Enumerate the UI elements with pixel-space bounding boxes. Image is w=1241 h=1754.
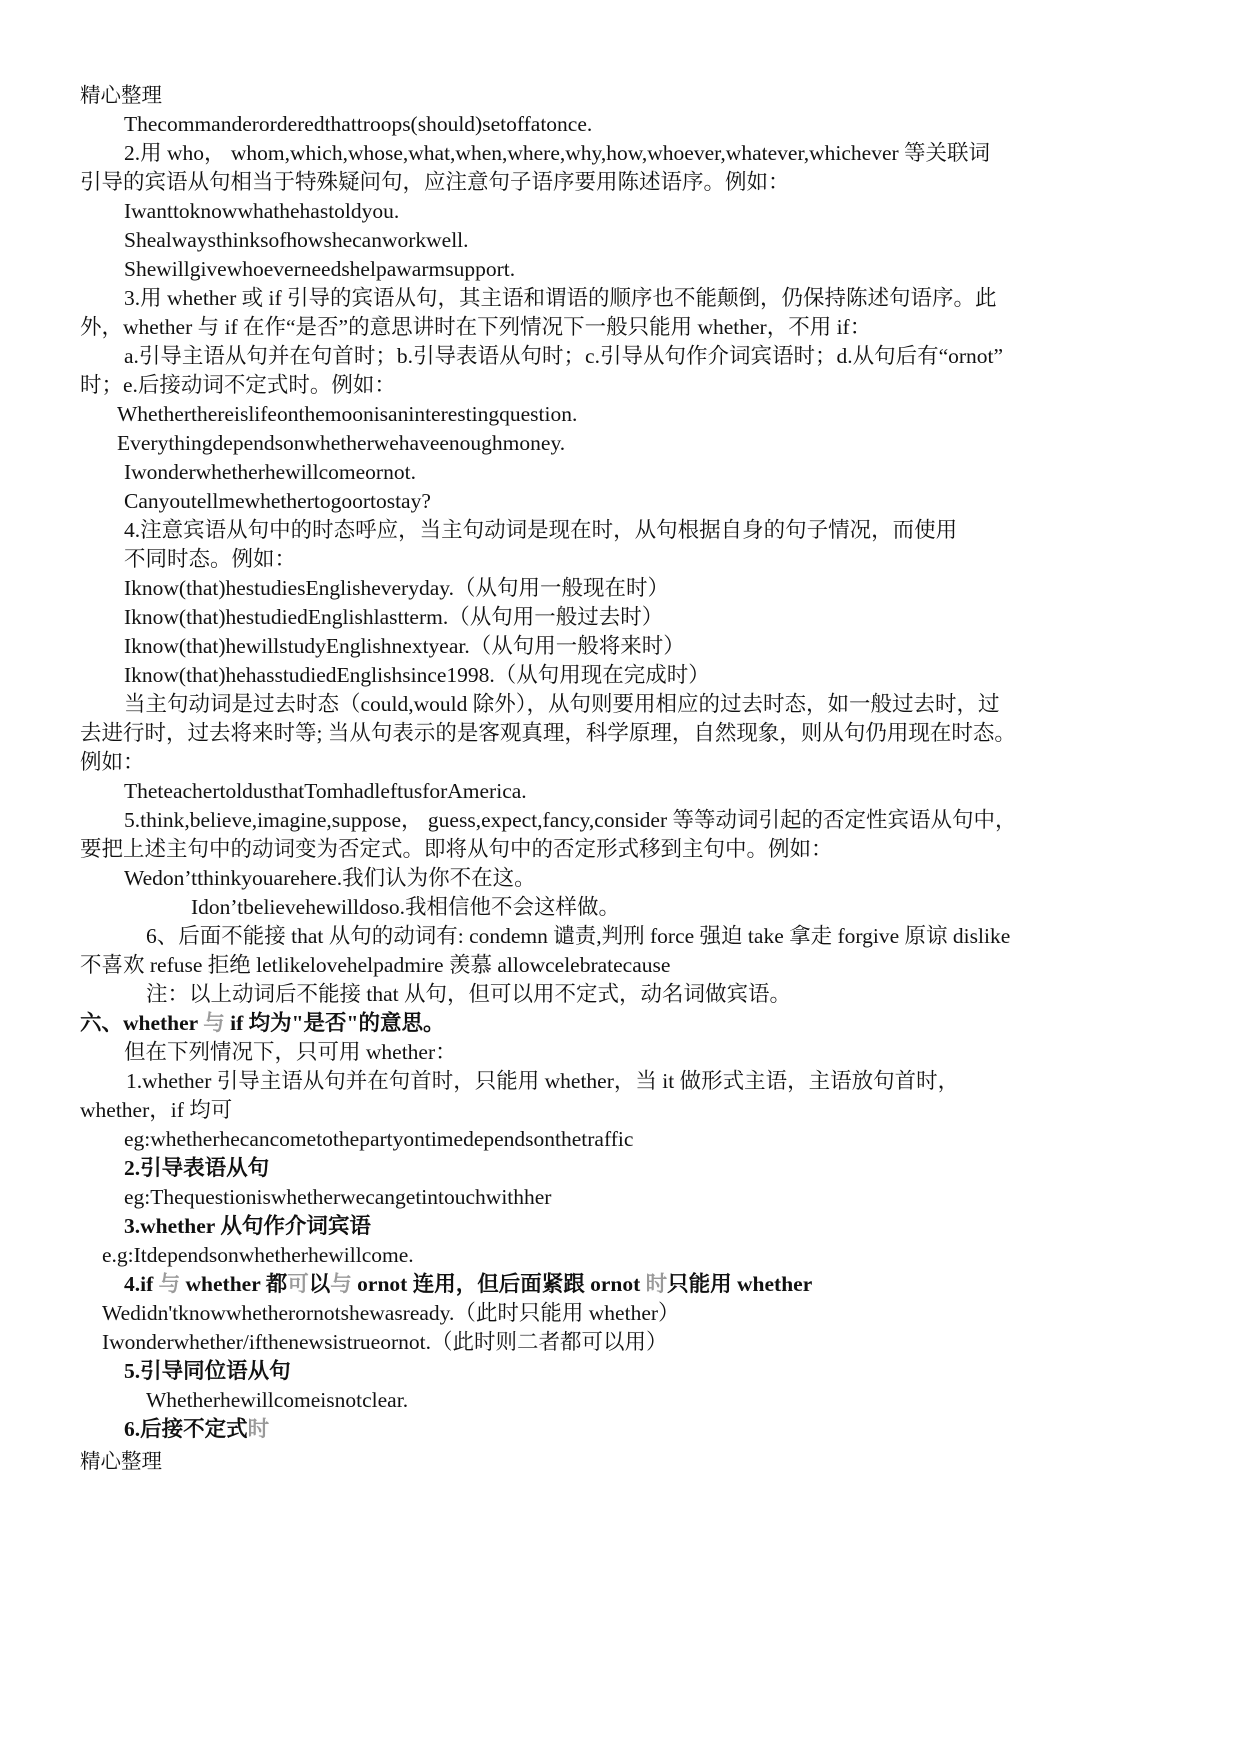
text-line: Shealwaysthinksofhowshecanworkwell.	[124, 228, 469, 252]
heading-part: if 均为"是否"的意思。	[224, 1011, 445, 1035]
text-line: 引导的宾语从句相当于特殊疑问句，应注意句子语序要用陈述语序。例如：	[80, 170, 790, 194]
text-line: Canyoutellmewhethertogoortostay?	[124, 489, 431, 513]
text-line: Wedidn'tknowwhetherornotshewasready.（此时只能用 whether）	[102, 1301, 680, 1325]
text-line: Iknow(that)hestudiesEnglisheveryday.（从句用一般现在时）	[124, 576, 669, 600]
text-line: Iwonderwhether/ifthenewsistrueornot.（此时则二者都可以用）	[102, 1330, 668, 1354]
text-line: Whetherhewillcomeisnotclear.	[146, 1388, 409, 1412]
text-line: Iknow(that)hestudiedEnglishlastterm.（从句用一般过去时）	[124, 605, 664, 629]
text-line: 不同时态。例如：	[124, 547, 297, 571]
subheading-part: 与	[158, 1272, 181, 1296]
text-line: Thecommanderorderedthattroops(should)setoffatonce.	[124, 112, 593, 136]
text-line: 3.用 whether 或 if 引导的宾语从句，其主语和谓语的顺序也不能颠倒，仍保持陈述句语序。此	[124, 286, 997, 310]
subheading-part: 与	[330, 1272, 352, 1296]
page-footer: 精心整理	[80, 1449, 162, 1473]
heading-part: 与	[203, 1011, 225, 1035]
text-line: eg:whetherhecancometothepartyontimedependsonthetraffic	[124, 1127, 634, 1151]
text-line: 当主句动词是过去时态（could,would 除外），从句则要用相应的过去时态，如一般过去时，过	[124, 692, 1000, 716]
text-line: 1.whether 引导主语从句并在句首时，只能用 whether，当 it 做形式主语，主语放句首时，	[126, 1069, 960, 1093]
text-line: Everythingdependsonwhetherwehaveenoughmoney.	[117, 431, 566, 455]
text-line: 2.用 who， whom,which,whose,what,when,where,why,how,whoever,whatever,whichever 等关联词	[124, 141, 991, 165]
subheading	[124, 1414, 269, 1444]
page-header: 精心整理	[80, 83, 162, 107]
text-line: 去进行时，过去将来时等; 当从句表示的是客观真理，科学原理，自然现象，则从句仍用现在时态。	[80, 721, 1016, 745]
text-line: Iwonderwhetherhewillcomeornot.	[124, 460, 416, 484]
text-line: whether，if 均可	[80, 1098, 233, 1122]
text-line: 要把上述主句中的动词变为否定式。即将从句中的否定形式移到主句中。例如：	[80, 837, 833, 861]
text-line: a.引导主语从句并在句首时；b.引导表语从句时；c.引导从句作介词宾语时；d.从句后有“ornot”	[124, 344, 1004, 368]
subheading-part: 6.后接不定式	[124, 1417, 248, 1441]
text-line: Iknow(that)hehasstudiedEnglishsince1998.（从句用现在完成时）	[124, 663, 710, 687]
subheading	[124, 1269, 812, 1299]
text-line: Idon’tbelievehewilldoso.我相信他不会这样做。	[191, 895, 620, 919]
text-line: Shewillgivewhoeverneedshelpawarmsupport.	[124, 257, 516, 281]
text-line: Iknow(that)hewillstudyEnglishnextyear.（从句用一般将来时）	[124, 634, 685, 658]
text-line: TheteachertoldusthatTomhadleftusforAmerica.	[124, 779, 527, 803]
text-line: Iwanttoknowwhathehastoldyou.	[124, 199, 400, 223]
text-line: Wedon’tthinkyouarehere.我们认为你不在这。	[124, 866, 536, 890]
subheading-part: 只能用 whether	[667, 1272, 813, 1296]
heading-part: 六、whether	[80, 1011, 204, 1035]
subheading-part: whether 都	[180, 1272, 288, 1296]
subheading-part: 可	[287, 1272, 309, 1296]
subheading-part: 时	[645, 1272, 668, 1296]
text-line: 例如：	[80, 750, 145, 774]
subheading: 2.引导表语从句	[124, 1156, 270, 1180]
text-line: 4.注意宾语从句中的时态呼应，当主句动词是现在时，从句根据自身的句子情况，而使用	[124, 518, 958, 542]
text-line: 不喜欢 refuse 拒绝 letlikelovehelpadmire 羡慕 allowcelebratecause	[80, 953, 671, 977]
subheading-part: 时	[247, 1417, 270, 1441]
text-line: 时；e.后接动词不定式时。例如：	[80, 373, 396, 397]
text-line: 但在下列情况下，只可用 whether：	[124, 1040, 457, 1064]
subheading: 5.引导同位语从句	[124, 1359, 291, 1383]
text-line: 6、后面不能接 that 从句的动词有: condemn 谴责,判刑 force 强迫 take 拿走 forgive 原谅 dislike	[146, 924, 1011, 948]
section-heading	[80, 1008, 445, 1038]
text-line: 5.think,believe,imagine,suppose， guess,expect,fancy,consider 等等动词引起的否定性宾语从句中，	[124, 808, 1017, 832]
text-line: eg:Thequestioniswhetherwecangetintouchwithher	[124, 1185, 552, 1209]
text-line: Whetherthereislifeonthemoonisaninterestingquestion.	[117, 402, 578, 426]
subheading-part: 4.if	[124, 1272, 159, 1296]
text-line: 注：以上动词后不能接 that 从句，但可以用不定式，动名词做宾语。	[146, 982, 791, 1006]
subheading: 3.whether 从句作介词宾语	[124, 1214, 371, 1238]
text-line: e.g:Itdependsonwhetherhewillcome.	[102, 1243, 414, 1267]
subheading-part: ornot 连用，但后面紧跟 ornot	[351, 1272, 646, 1296]
subheading-part: 以	[308, 1272, 331, 1296]
text-line: 外，whether 与 if 在作“是否”的意思讲时在下列情况下一般只能用 whether，不用 if：	[80, 315, 872, 339]
